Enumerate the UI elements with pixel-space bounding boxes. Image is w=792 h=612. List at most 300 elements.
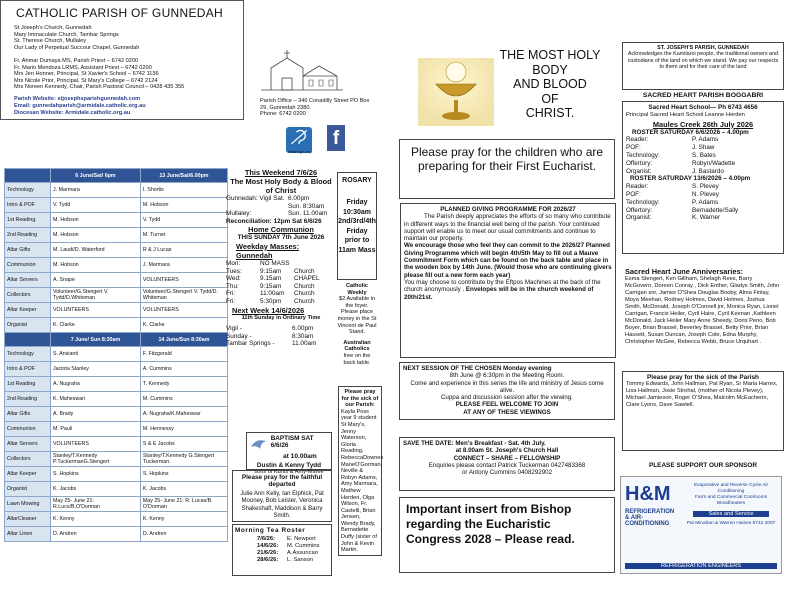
weekday-row-cell: CHAPEL — [294, 275, 320, 283]
sponsor-sales: Sales and Service — [693, 511, 769, 517]
sacred-roster-row — [626, 168, 780, 176]
parish-header — [0, 0, 244, 120]
roster-cell: Volunteer/G.Stengert V. Tydd/D.Whiteman — [51, 288, 141, 303]
roster-cell: A. Brady — [51, 407, 141, 422]
sacred-roster-row-cell: N. Plevey — [692, 190, 719, 198]
tea-row-cell: M. Cummins — [287, 543, 320, 549]
roster-header-cell: 6 June/Sat/ 6pm — [51, 169, 141, 183]
anniv-title: Sacred Heart June Anniversaries: — [625, 267, 744, 276]
tea-rows — [257, 536, 329, 564]
sacred-roster-row — [626, 144, 780, 152]
roster-cell: S. Hopkins — [140, 467, 227, 482]
roster-cell: K. Clarke — [140, 318, 227, 333]
tea-title: Morning Tea Roster — [235, 527, 306, 534]
clergy-line: Mrs Jen Honner, Principal, St Xavier's School – 6742 1136 — [14, 71, 159, 78]
roster-role: Altar Servers — [5, 273, 51, 288]
roster-header-row — [5, 333, 228, 347]
planned-p1: The Parish deeply appreciates the efforts of so many who contribute in different ways to the financial well being of the parish. Your continued support will enable us to meet our usual commitments and continue to maintain our property. — [404, 213, 611, 243]
weekday-row-cell: Fri: — [226, 297, 236, 305]
sacred-roster-row — [626, 160, 780, 168]
roster-cell: J. Marmara — [140, 258, 227, 273]
breakfast-l4: Enquiries please contact Patrick Tuckerman 0427483368 — [428, 461, 586, 469]
roster-role: 1st Reading. — [5, 213, 51, 228]
weekend-title: This Weekend 7/6/26 — [244, 168, 318, 177]
tea-row — [257, 557, 329, 564]
roster-row — [5, 273, 228, 288]
sacred-roster-row — [626, 199, 780, 207]
catholic-weekly-box — [337, 283, 377, 383]
next-week-row-cell: Tambar Springs - — [226, 340, 275, 348]
roster-cell: VOLUNTEERS — [51, 437, 141, 452]
next-week-row-cell: Vigil - — [226, 325, 242, 333]
sick-small-title: Please pray for the sick of our Parish: — [341, 389, 379, 409]
roster-row — [5, 288, 228, 303]
home-communion-title: Home Communion — [248, 225, 314, 235]
tea-row-cell: 28/6/26: — [257, 557, 279, 563]
sacred-roster-row — [626, 136, 780, 144]
mass-time-row-cell: Mullaley: — [226, 210, 252, 218]
roster-cell: M. Turner — [140, 228, 227, 243]
roster-header-cell: 14 June/Sun 8:30am — [140, 333, 227, 347]
roster-role: 2nd Reading — [5, 228, 51, 243]
roster-row — [5, 437, 228, 452]
roster-role: Altar Servers — [5, 437, 51, 452]
roster-cell: J. Marmara — [51, 183, 141, 198]
faithful-names: Julie Ann Kelly, Ian Elphick, Pat Mooney, Bob Leister, Veronica Shakeshaft, Maddison & Barry Smith. — [240, 490, 324, 520]
weekday-row — [226, 283, 336, 291]
weekday-row-cell: Church — [294, 267, 315, 275]
roster-role: AltarCleaner — [5, 512, 51, 527]
roster-cell: VOLUNTEERS — [51, 303, 141, 318]
sacred-roster-row-cell: S. Plevey — [692, 183, 719, 191]
next-week-row — [226, 333, 336, 341]
roster-cell: R & J Lucas — [140, 243, 227, 258]
roster-cell: M. Hobson — [51, 213, 141, 228]
sacred-roster-row-cell: Reader: — [626, 136, 649, 144]
weekday-row-cell: Thu: — [226, 282, 239, 290]
breakfast-l3: CONNECT – SHARE – FELLOWSHIP — [453, 454, 561, 462]
roster-cell: M. Pauli — [51, 422, 141, 437]
weekday-row-cell: NO MASS — [260, 259, 290, 267]
ack-title: ST. JOSEPH'S PARISH, GUNNEDAH — [657, 45, 749, 51]
planned-title: PLANNED GIVING PROGRAMME FOR 2026/27 — [440, 206, 576, 213]
baptism-box — [246, 432, 332, 475]
next-week-row-cell: 6.00pm — [292, 325, 314, 333]
clergy-line: Mrs Noreen Kennedy, Chair, Parish Pastoral Council – 0428 435 355 — [14, 84, 185, 91]
sponsor-tag3: Woodheaters — [716, 501, 746, 506]
principal-line: Principal Sacred Heart School Leanne Herden — [626, 111, 745, 118]
church-line: St Joseph's Church, Gunnedah — [14, 25, 92, 31]
sacred-roster-row — [626, 214, 780, 222]
roster-row — [5, 243, 228, 258]
roster-role: Altar Keeper — [5, 303, 51, 318]
sacred-roster-row-cell: Offertory: — [626, 159, 653, 167]
rosary-line: prior to — [344, 237, 370, 244]
breakfast-l2: at 8.00am St. Joseph's Church Hall — [455, 447, 559, 455]
roster-role: Altar Gifts — [5, 407, 51, 422]
weekday-row — [226, 275, 336, 283]
roster-cell: M. Hobson — [51, 258, 141, 273]
mass-time-row-cell: Gunnedah: Vigil Sat. — [226, 195, 285, 202]
parish-title: CATHOLIC PARISH OF GUNNEDAH — [16, 6, 224, 20]
roster-row — [5, 258, 228, 273]
feast-title: The Most Holy Body & Blood of Christ — [230, 177, 332, 195]
chalice-image — [418, 58, 494, 126]
rosary-box — [337, 172, 377, 280]
roster-row — [5, 407, 228, 422]
baptism-time: at 10.00am — [282, 453, 317, 460]
mass-time-row-cell: Sun. 11.00am — [288, 210, 328, 218]
roster-row — [5, 512, 228, 527]
sacred-roster-row-cell: POF: — [626, 144, 641, 152]
baptism-names: Dustin & Kenny Tydd — [256, 462, 322, 469]
aus-catholics-text: free on the back table. — [343, 352, 371, 366]
roster-cell: D. Andren — [51, 527, 141, 542]
sacred-roster-row-cell: Robyn/Wadette — [692, 159, 736, 167]
office-line: 29, Gunnedah 2380. — [260, 104, 312, 111]
tea-row-cell: 14/6/26: — [257, 543, 279, 549]
email-link[interactable]: Email: gunnedahparish@armidale.catholic.org.au — [14, 103, 146, 109]
tea-row — [257, 543, 329, 550]
clergy-list — [14, 58, 184, 91]
sacred-roster-row-cell: P. Adams — [692, 136, 719, 144]
planned-p3b: Envelopes will be in the church weekend of 20th/21st. — [404, 286, 594, 301]
chosen-box — [399, 362, 615, 420]
mass-time-row — [226, 210, 336, 218]
sacred-roster-row-cell: Reader: — [626, 183, 649, 191]
roster-cell: VOLUNTEERS — [140, 303, 227, 318]
baptism-title: BAPTISM SAT 6/6/26 — [270, 435, 314, 449]
roster1-rows — [626, 136, 780, 175]
office-line: Parish Office – 346 Conadilly Street PO Box — [260, 98, 370, 104]
roster-cell: K. Clarke — [51, 318, 141, 333]
roster-row — [5, 377, 228, 392]
roster-cell: May 25- June 21: R.Lucs/B.O'Dorman — [51, 497, 141, 512]
weekly-title: Catholic Weekly — [345, 283, 369, 296]
roster-header-cell — [5, 333, 51, 347]
chosen-l2: 8th June @ 6:30pm in the Meeting Room. — [449, 372, 565, 380]
morning-tea-box — [232, 524, 332, 576]
sick-parish-box — [622, 371, 784, 451]
roster2-title: ROSTER SATURDAY 13/6/2026 – 4.00pm — [630, 175, 751, 183]
next-week-times — [226, 325, 336, 348]
roster-cell: I. Shortis — [140, 183, 227, 198]
sacred-roster-row-cell: Organist: — [626, 167, 652, 175]
church-line: Mary Immaculate Church, Tambar Springs — [14, 31, 119, 38]
rosary-line: 10:30am — [342, 208, 372, 216]
tea-row-cell: L. Sanson — [287, 557, 314, 563]
roster-cell: K. Jacobs — [140, 482, 227, 497]
roster-cell: A. Nugraha/K.Maheswar — [140, 407, 227, 422]
roster-row — [5, 497, 228, 512]
anniv-text: Esma Stengert, Ken Gillham, Shelagh Rees, Barry McGovern, Doreen Conray , Dick Enther, Gladys Smith, John Carrigan snr, James O'Shea Douglas Booby, Alma Finlay, Moya Meehan, Rodney Holmes, David Holmes, Joshua Smith, McDonald, Joseph O'Connell jnr, Monica Ryan, Lionel Carrigan, Francis Heiler, Cyril Haire, Cyril Keenan ,Kathleen McDonald, Jack Heiler Mary Anne Sheedy, Doris Peno, Bob Boyer, Brian Brassel, Beverley Brassel, Betty Prior, Brian Hassett, Susan Duncan, Joseph Cole, Edna Murphy, Christopher McGee, Rebecca Webb, Bruce Urquhart . — [625, 276, 780, 345]
mass-time-row-cell — [226, 203, 288, 211]
tea-row — [257, 550, 329, 557]
weekday-row-cell: Wed: — [226, 275, 241, 283]
roster-cell: M. Laudi/D. Waterford — [51, 243, 141, 258]
office-phone: Phone: 6742 0200 — [260, 111, 306, 118]
tea-row — [257, 536, 329, 543]
roster-header-row — [5, 169, 228, 183]
roster-row — [5, 213, 228, 228]
roster-cell: K. Jacobs — [51, 482, 141, 497]
weekday-row-cell: 11:00am — [260, 290, 285, 298]
roster-role: Altar Keeper — [5, 467, 51, 482]
tea-row-cell: 7/6/26: — [257, 536, 276, 542]
tea-row-cell: A.Assuncao — [287, 550, 318, 556]
roster-row — [5, 318, 228, 333]
mens-breakfast-box — [399, 437, 615, 491]
next-week-row-cell: Sunday - — [226, 332, 252, 340]
sacred-roster-row-cell: Technology: — [626, 198, 660, 206]
roster-role: Collectors — [5, 288, 51, 303]
sacred-roster-row-cell: S. Bates — [692, 151, 716, 159]
weekday-row-cell: Fri: — [226, 290, 236, 298]
website-link[interactable]: Parish Website: stjosephsparishgunnedah.com — [14, 96, 141, 102]
sponsor-name1: REFRIGERATION — [625, 509, 675, 515]
roster-cell: F. Fitzgerald — [140, 347, 227, 362]
feast-heading-line: OF — [541, 91, 559, 106]
parish-office — [260, 98, 370, 118]
feast-heading-line: CHRIST. — [525, 106, 575, 120]
next-week-sub: 11th Sunday in Ordinary Time — [241, 314, 321, 321]
sponsor-name2: & AIR-CONDITIONING — [625, 515, 670, 527]
contact-list — [14, 96, 146, 117]
sponsor-ad[interactable] — [620, 476, 782, 574]
roster-cell: M. Hobson — [51, 228, 141, 243]
roster-row — [5, 452, 228, 467]
weekday-row-cell: Church — [294, 290, 315, 298]
church-list — [14, 25, 139, 51]
boggabri-heading: SACRED HEART PARISH BOGGABRI — [642, 92, 764, 99]
rosary-line: Friday — [346, 227, 368, 235]
roster-cell: Stanley/T.Kennedy P.TuckermanG.Stengert — [51, 452, 141, 467]
chosen-l5: PLEASE FEEL WELCOME TO JOIN — [455, 401, 559, 409]
weekday-row-cell: 9.15am — [260, 275, 282, 283]
roster-role: Intro & POF — [5, 198, 51, 213]
mass-time-row-cell: Sun. 8:30am — [288, 202, 325, 210]
weekday-times — [226, 260, 336, 306]
sponsor-title: PLEASE SUPPORT OUR SPONSOR — [649, 462, 757, 469]
roster-cell: K. Maheswari — [51, 392, 141, 407]
roster-role: Communion — [5, 422, 51, 437]
mass-roster-table — [4, 168, 228, 542]
acknowledgement-box — [622, 42, 784, 90]
clergy-line: Mrs Nicole Prior, Principal, St Mary's College – 6742 2124 — [14, 77, 158, 84]
weekday-row-cell — [294, 260, 328, 268]
sacred-roster-row-cell: POF: — [626, 190, 641, 198]
weekend-info — [226, 168, 336, 348]
weekday-row-cell: Church — [294, 297, 315, 305]
roster-cell: Volunteer/G.Stengert V. Tydd/D. Whiteman — [140, 288, 227, 303]
planned-p2: We encourage those who feel they can commit to the 2026/27 Planned Giving Programme which will begin 4th/5th May to fill out a Mauve Commitment Form which can be found on the back table and place in the wooden box by 14th June. (Would those who are continuing givers please fill out a new form each year) — [404, 242, 612, 279]
sacred-roster-row — [626, 152, 780, 160]
clergy-line: Fr. Mario Mendoza LRMS, Assistant Priest – 6742 0200 — [14, 64, 152, 71]
roster-row — [5, 392, 228, 407]
roster-cell: S. Hopkins — [51, 467, 141, 482]
roster-cell: A. Snape — [51, 273, 141, 288]
roster-row — [5, 303, 228, 318]
chosen-l6: AT ANY OF THESE VIEWINGS — [463, 408, 551, 416]
mass-time-row — [226, 203, 336, 211]
sick-small-names: Kayla Poss year 9 student St Mary's, Jenny Waterson, Gloria Reading, RebeccaDownes ManeO'Gorman, Neville & Robyn Adams, Amy Marmara, Mathew Herden, Olga Wilson, Fr. Castelli, Brian Jensen, Wendy Brady, Bernadette Duffy (sister of John & Kevin Martin. — [341, 408, 384, 554]
next-week-row — [226, 325, 336, 333]
weekday-row-cell: 5:30pm — [260, 297, 282, 305]
roster-role: Technology — [5, 183, 51, 198]
tea-row-cell: E. Newport — [287, 536, 316, 542]
roster-cell: A. Cummins — [140, 362, 227, 377]
roster-header-cell: 7 June/ Sun 8:30am — [51, 333, 141, 347]
aus-catholics-title: Australian Catholics — [343, 339, 371, 353]
breakfast-l1: SAVE THE DATE: Men's Breakfast - Sat. 4th July. — [403, 440, 546, 447]
next-week-row-cell: 8:30am — [292, 332, 314, 340]
pray-children-box: Please pray for the children who are preparing for their First Eucharist. — [399, 139, 615, 199]
roster-role: Collectors — [5, 452, 51, 467]
sacred-roster-row-cell: Offertory: — [626, 206, 653, 214]
roster1-title: ROSTER SATURDAY 6/6/2026 – 4.00pm — [632, 128, 749, 136]
roster-cell: S & E Jacobs — [140, 437, 227, 452]
sacred-heart-roster — [622, 101, 784, 254]
dove-icon — [249, 435, 268, 455]
feast-heading-line: AND BLOOD — [513, 77, 587, 91]
ack-text: Acknowledges the Kamilaroi people, the traditional owners and custodians of the land on which we stand. We pay our respects to them and for their care of the land — [627, 51, 779, 71]
reconciliation: Reconciliation: 12pm Sat 6/6/26 — [226, 217, 322, 225]
mass-times — [226, 195, 336, 218]
next-week-row — [226, 340, 336, 348]
next-week-row-cell: 11.00am — [292, 340, 317, 348]
sick-small-box — [338, 386, 382, 556]
roster-role: Technology — [5, 347, 51, 362]
roster2-rows — [626, 183, 780, 222]
roster-cell: D. Andren — [140, 527, 227, 542]
faithful-title: Please pray for the faithful departed — [241, 474, 323, 489]
hearing-loop-label: Hearing Loop — [287, 149, 313, 154]
planned-giving-box — [400, 203, 616, 358]
roster-cell: Stanley/T.Kennedy G.Stengert Tuckerman. — [140, 452, 227, 467]
sacred-roster-row — [626, 207, 780, 215]
weekday-row — [226, 298, 336, 306]
roster-cell: May 25- June 21: R. Lucas/B. O'Dorman — [140, 497, 227, 512]
sacred-roster-row-cell: J. Shaw — [692, 144, 715, 152]
sacred-roster-row-cell: P. Adams — [692, 198, 719, 206]
sponsor-tag1: Evaporative and Reverse Cycle Air Conditioning — [693, 483, 769, 494]
breakfast-l5: or Antony Cummins 0408292902 — [461, 469, 553, 477]
sacred-roster-row-cell: Bernadette/Sally — [692, 206, 739, 214]
rosary-line: 11am Mass — [338, 246, 376, 254]
roster-cell: V. Tydd — [140, 213, 227, 228]
roster-role: Intro & POF — [5, 362, 51, 377]
sacred-roster-row-cell: K. Warner — [692, 214, 721, 222]
sick-parish-title: Please pray for the sick of the Parish — [647, 374, 759, 381]
sponsor-logo: H&M — [625, 483, 671, 505]
sponsor-eng: REFRIGERATION ENGINEERS — [625, 563, 777, 569]
roster-header-cell — [5, 169, 51, 183]
church-line: St. Therese Church, Mullaley — [14, 38, 87, 45]
roster-cell: S. Ansianti — [51, 347, 141, 362]
roster-cell: M. Hobson — [140, 198, 227, 213]
faithful-departed-box — [232, 470, 332, 522]
home-communion-date: THIS SUNDAY 7th June 2026 — [237, 234, 325, 242]
weekly-text: $2 Available in the foyer. Please place money in the St Vincent de Paul Stand. — [337, 296, 377, 336]
weekday-row-cell: Mon: — [226, 259, 241, 267]
roster-row — [5, 183, 228, 198]
roster-role: Altar Linen — [5, 527, 51, 542]
feast-heading — [498, 48, 602, 121]
roster-cell: M. Hennessy — [140, 422, 227, 437]
roster-cell: VOLUNTEERS — [140, 273, 227, 288]
weekday-row — [226, 268, 336, 276]
roster-role: Organist — [5, 318, 51, 333]
roster-role: Organist — [5, 482, 51, 497]
planned-p3: You may choose to contribute by the Eftpos Machines at the back of the church anonymously . — [404, 278, 601, 294]
roster-row — [5, 362, 228, 377]
anniversaries-box — [622, 265, 784, 381]
sacred-roster-row-cell: J. Bastardo — [692, 167, 724, 175]
school-line: Sacred Heart School— Ph 6743 4656 — [648, 104, 758, 111]
sacred-roster-row-cell: Organist: — [626, 214, 652, 222]
rosary-line: Friday — [346, 199, 368, 206]
roster-row — [5, 527, 228, 542]
chosen-l1: NEXT SESSION OF THE CHOSEN Monday evening — [403, 365, 552, 372]
chosen-l4: Cuppa and discussion session after the viewing. — [440, 394, 574, 402]
sick-parish-text: Tommy Edwards, John Hallman, Pat Ryan, Sr Maria Harrex, Lisa Hallman, Josie Strohal, (mother of Nicola Plevey), Michael Jamieson, Roger O'Shea, Malcolm McEacherin, Clare Lyons, Dave Sawtell. — [626, 381, 778, 408]
roster-row — [5, 347, 228, 362]
roster-row — [5, 198, 228, 213]
roster-row — [5, 228, 228, 243]
church-line: Our Lady of Perpetual Succour Chapel, Gunnedah — [14, 44, 140, 51]
weekday-row — [226, 290, 336, 298]
feast-heading-line: THE MOST HOLY — [499, 48, 601, 62]
facebook-icon[interactable]: f — [327, 125, 345, 151]
roster-row — [5, 422, 228, 437]
roster-cell: K. Kenny — [51, 512, 141, 527]
weekday-row — [226, 260, 336, 268]
weekday-title: Weekday Masses: Gunnedah — [236, 241, 300, 260]
chosen-l3: Come and experience in this series the life and ministry of Jesus come alive. — [410, 379, 604, 394]
roster-role: 1st Reading — [5, 377, 51, 392]
next-week-title: Next Week 14/6/2026 — [232, 305, 305, 315]
roster-role: 2nd Reading — [5, 392, 51, 407]
maules-line: Maules Creek 26th July 2026 — [652, 119, 754, 129]
roster-cell: A. Nugraha — [51, 377, 141, 392]
roster-role: Communion — [5, 258, 51, 273]
sacred-roster-row — [626, 191, 780, 199]
sacred-roster-row-cell: Technology: — [626, 151, 660, 159]
rosary-title: ROSARY — [342, 177, 372, 184]
diocese-link[interactable]: Diocesan Website: Armidale.catholic.org.au — [14, 110, 131, 116]
roster-cell: Jacinta Stanley — [51, 362, 141, 377]
sponsor-contact: Pat Minahan & Warren Haines 6742 2007 — [686, 521, 776, 526]
sacred-roster-row — [626, 183, 780, 191]
roster-cell: T. Kennedy — [140, 377, 227, 392]
rosary-line: 2nd/3rd/4th — [338, 218, 376, 225]
roster-role: Lawn Mowing — [5, 497, 51, 512]
roster-cell: M. Cummins — [140, 392, 227, 407]
clergy-line: Fr. Ahmar Dumaya MS, Parish Priest – 6742 0200 — [14, 58, 139, 64]
weekday-row-cell: Tues: — [226, 267, 242, 275]
mass-time-row — [226, 195, 336, 203]
roster-row — [5, 482, 228, 497]
feast-heading-line: BODY — [532, 62, 568, 77]
tea-row-cell: 21/6/26: — [257, 550, 279, 556]
mass-time-row-cell: 6.00pm — [288, 195, 310, 202]
church-sketch-image — [257, 46, 347, 94]
roster-cell: V. Tydd — [51, 198, 141, 213]
baptism-parents: sons of Kurtis & Amy-Maree — [254, 469, 324, 475]
bishop-insert-box: Important insert from Bishop regarding the Eucharistic Congress 2028 – Please read. — [399, 497, 615, 573]
roster-role: Altar Gifts — [5, 243, 51, 258]
sponsor-tag2: Farm and Commercial Coolrooms — [695, 495, 767, 500]
